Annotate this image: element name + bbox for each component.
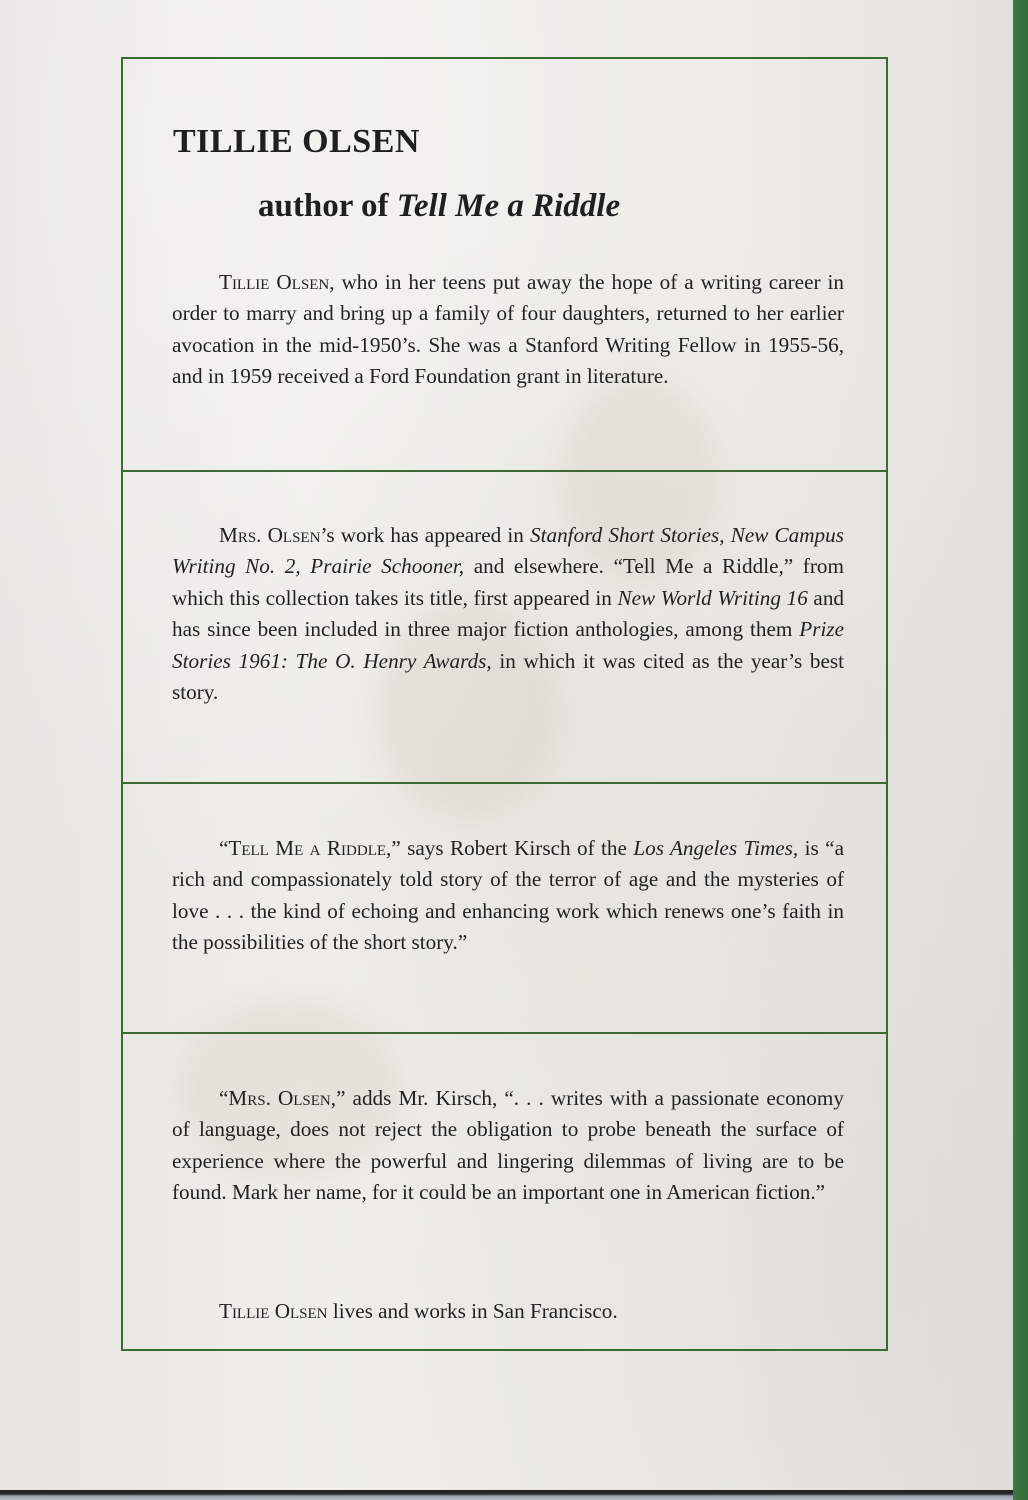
book-title: Tell Me a Riddle: [396, 188, 621, 224]
jacket-bottom-edge: [0, 1490, 1013, 1500]
text-run-roman: ,” adds Mr. Kirsch, “. . . writes with a passionate economy of language, does not reject the obligation to probe beneath the surface of experience where the powerful and lingering dilemmas of living are to be found. Mark her name, for it could be an important one in American fiction.”: [172, 1086, 844, 1205]
text-run-smallcaps: Tillie Olsen: [219, 270, 330, 294]
text-run-roman: “: [219, 836, 229, 860]
text-run-italic: Los Angeles Times: [633, 836, 793, 860]
text-run-roman: ’s work has appeared in: [320, 523, 531, 547]
text-run-roman: , is “a rich and compassionately told story of the terror of age and the mysteries of love . . . the kind of echoing and enhancing work which renews one’s faith in the possibilities of the short story.”: [172, 836, 844, 955]
subtitle-prefix: author of: [258, 188, 397, 224]
section-divider: [123, 782, 886, 784]
green-spine-edge: [1013, 0, 1028, 1500]
section-review-1: [172, 833, 844, 959]
text-run-roman: and has since been included in three major fiction anthologies, among them: [172, 585, 845, 642]
content-frame: [121, 57, 888, 1351]
text-run-smallcaps: Tillie Olsen: [219, 1299, 328, 1323]
text-run-smallcaps: Mrs. Olsen: [219, 523, 321, 547]
text-run-smallcaps: Mrs. Olsen: [228, 1086, 331, 1110]
section-residence: [172, 1296, 844, 1327]
text-run-roman: “: [219, 1086, 229, 1110]
text-run-roman: , who in her teens put away the hope of a writing career in order to marry and bring up a family of four daughters, returned to her earlier avocation in the mid-1950’s. She was a Stanford Writing Fellow in 1955-56, and in 1959 received a Ford Foundation grant in literature.: [172, 270, 844, 389]
book-subtitle: [258, 190, 620, 223]
section-review-2: [172, 1083, 844, 1209]
section-publications: [172, 520, 844, 708]
author-name-heading: TILLIE OLSEN: [173, 123, 420, 160]
text-run-italic: Stanford Short Stories, New Campus Writing No. 2, Prairie Schooner,: [172, 523, 844, 579]
section-divider: [123, 470, 886, 472]
text-run-roman: ,” says Robert Kirsch of the: [386, 836, 634, 860]
text-run-smallcaps: Tell Me a Riddle: [228, 836, 387, 860]
text-run-roman: and elsewhere. “Tell Me a Riddle,” from which this collection takes its title, first appeared in: [172, 554, 844, 610]
section-divider: [123, 1032, 886, 1034]
section-biography: [172, 267, 844, 393]
text-run-italic: Prize Stories 1961: The O. Henry Awards,: [172, 617, 844, 673]
text-run-italic: New World Writing 16: [617, 585, 808, 610]
text-run-roman: lives and works in San Francisco.: [327, 1299, 618, 1323]
text-run-roman: in which it was cited as the year’s best story.: [172, 648, 845, 705]
